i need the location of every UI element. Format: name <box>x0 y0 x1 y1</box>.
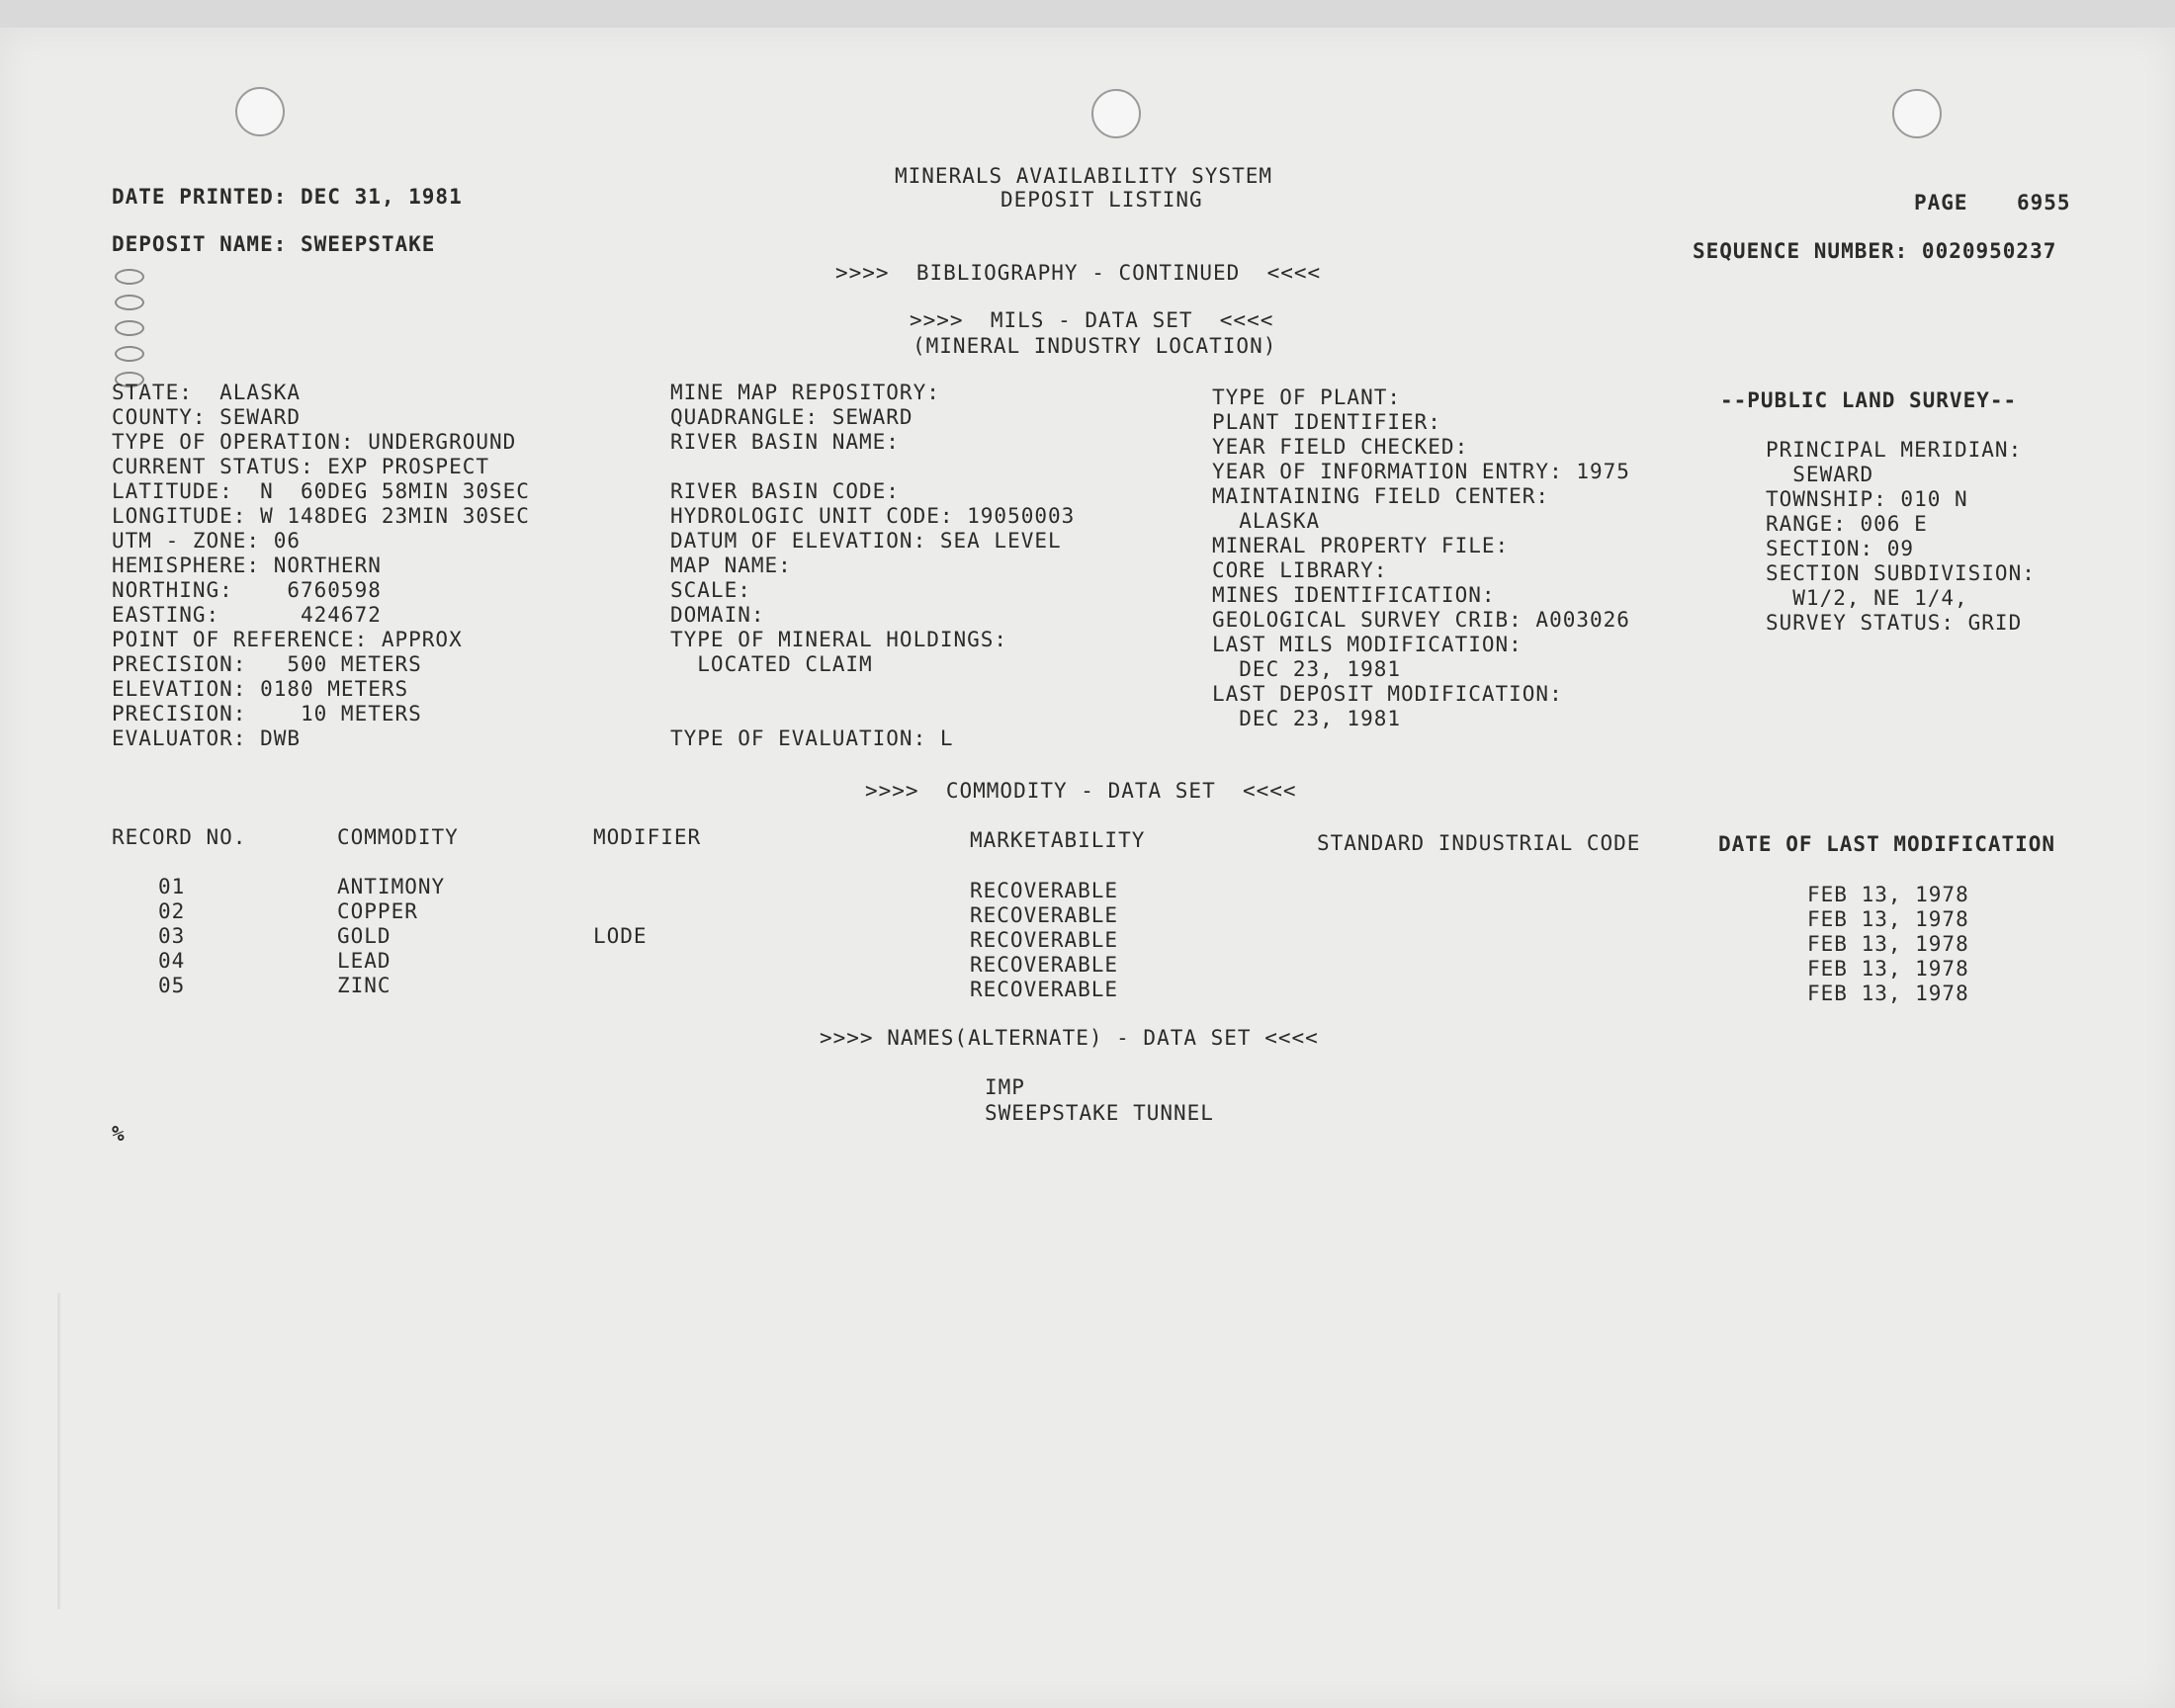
record-no-cell: 01 <box>158 875 186 898</box>
table-row <box>0 974 2175 1005</box>
punch-hole-left <box>235 87 285 136</box>
section-field: SECTION: 09 <box>1766 537 1915 560</box>
county-field: COUNTY: SEWARD <box>112 405 302 429</box>
date-printed: DATE PRINTED: DEC 31, 1981 <box>112 185 463 209</box>
river-basin-name-field: RIVER BASIN NAME: <box>670 430 900 454</box>
year-information-entry-field: YEAR OF INFORMATION ENTRY: 1975 <box>1212 460 1630 483</box>
mineral-holdings-value: LOCATED CLAIM <box>670 652 873 676</box>
names-title: >>>> NAMES(ALTERNATE) - DATA SET <<<< <box>820 1026 1319 1050</box>
marketability-cell: RECOVERABLE <box>970 978 1119 1001</box>
northing-field: NORTHING: 6760598 <box>112 578 382 602</box>
header-date-last-modification: DATE OF LAST MODIFICATION <box>1718 832 2056 856</box>
mils-column-location <box>112 381 530 751</box>
punch-hole-right <box>1892 89 1942 138</box>
longitude-field: LONGITUDE: W 148DEG 23MIN 30SEC <box>112 504 530 528</box>
page-label: PAGE <box>1914 191 1968 214</box>
principal-meridian-label: PRINCIPAL MERIDIAN: <box>1766 438 2023 462</box>
mineral-holdings-label: TYPE OF MINERAL HOLDINGS: <box>670 628 1008 651</box>
bleed-through-mark <box>57 1293 100 1609</box>
date-cell: FEB 13, 1978 <box>1807 982 1969 1005</box>
latitude-field: LATITUDE: N 60DEG 58MIN 30SEC <box>112 479 530 503</box>
date-cell: FEB 13, 1978 <box>1807 883 1969 906</box>
section-subdivision-value: W1/2, NE 1/4, <box>1766 586 1968 610</box>
type-of-plant-field: TYPE OF PLANT: <box>1212 385 1402 409</box>
page-number: 6955 <box>2017 191 2071 214</box>
hydrologic-unit-code-field: HYDROLOGIC UNIT CODE: 19050003 <box>670 504 1076 528</box>
easting-field: EASTING: 424672 <box>112 603 382 627</box>
core-library-field: CORE LIBRARY: <box>1212 558 1388 582</box>
elevation-precision-field: PRECISION: 10 METERS <box>112 702 422 726</box>
record-no-cell: 05 <box>158 974 186 997</box>
modifier-cell: LODE <box>593 924 648 948</box>
deposit-name: DEPOSIT NAME: SWEEPSTAKE <box>112 232 436 256</box>
table-row <box>0 899 2175 931</box>
header-commodity: COMMODITY <box>337 825 459 849</box>
alternate-name: IMP <box>985 1075 1025 1099</box>
geological-survey-crib-field: GEOLOGICAL SURVEY CRIB: A003026 <box>1212 608 1630 632</box>
survey-status-field: SURVEY STATUS: GRID <box>1766 611 2023 635</box>
type-of-evaluation-field: TYPE OF EVALUATION: L <box>670 726 954 750</box>
field-center-value: ALASKA <box>1212 509 1321 533</box>
alternate-name: SWEEPSTAKE TUNNEL <box>985 1101 1214 1125</box>
elevation-field: ELEVATION: 0180 METERS <box>112 677 409 701</box>
table-row <box>0 949 2175 981</box>
margin-mark <box>115 346 144 362</box>
date-cell: FEB 13, 1978 <box>1807 932 1969 956</box>
listing-title: DEPOSIT LISTING <box>1000 188 1203 212</box>
hemisphere-field: HEMISPHERE: NORTHERN <box>112 554 382 577</box>
marketability-cell: RECOVERABLE <box>970 953 1119 977</box>
map-name-field: MAP NAME: <box>670 554 792 577</box>
header-record-no: RECORD NO. <box>112 825 247 849</box>
header-sic: STANDARD INDUSTRIAL CODE <box>1317 831 1641 855</box>
record-no-cell: 02 <box>158 899 186 923</box>
margin-mark <box>115 295 144 310</box>
mils-title: >>>> MILS - DATA SET <<<< <box>910 308 1274 332</box>
evaluator-field: EVALUATOR: DWB <box>112 726 302 750</box>
last-deposit-modification-label: LAST DEPOSIT MODIFICATION: <box>1212 682 1563 706</box>
record-no-cell: 04 <box>158 949 186 973</box>
table-row <box>0 875 2175 906</box>
bibliography-heading: >>>> BIBLIOGRAPHY - CONTINUED <<<< <box>835 261 1322 285</box>
mils-column-plant <box>1212 385 1630 731</box>
commodity-cell: ANTIMONY <box>337 875 446 898</box>
system-title: MINERALS AVAILABILITY SYSTEM <box>895 164 1273 188</box>
header-marketability: MARKETABILITY <box>970 828 1146 852</box>
last-mils-modification-label: LAST MILS MODIFICATION: <box>1212 633 1522 656</box>
sequence-number: SEQUENCE NUMBER: 0020950237 <box>1693 239 2057 263</box>
margin-mark <box>115 269 144 285</box>
commodity-cell: GOLD <box>337 924 392 948</box>
punch-hole-center <box>1091 89 1141 138</box>
header-modifier: MODIFIER <box>593 825 702 849</box>
field-center-label: MAINTAINING FIELD CENTER: <box>1212 484 1550 508</box>
township-field: TOWNSHIP: 010 N <box>1766 487 1968 511</box>
public-land-survey-block <box>1766 438 2036 636</box>
last-deposit-modification-value: DEC 23, 1981 <box>1212 707 1402 730</box>
year-field-checked-field: YEAR FIELD CHECKED: <box>1212 435 1469 459</box>
mils-column-maps-top <box>670 381 940 455</box>
mineral-property-file-field: MINERAL PROPERTY FILE: <box>1212 534 1510 557</box>
current-status-field: CURRENT STATUS: EXP PROSPECT <box>112 455 490 478</box>
scale-field: SCALE: <box>670 578 751 602</box>
table-row <box>0 924 2175 956</box>
river-basin-code-field: RIVER BASIN CODE: <box>670 479 900 503</box>
operation-type-field: TYPE OF OPERATION: UNDERGROUND <box>112 430 517 454</box>
section-subdivision-label: SECTION SUBDIVISION: <box>1766 561 2036 585</box>
public-land-survey-title: --PUBLIC LAND SURVEY-- <box>1720 388 2018 412</box>
precision-field: PRECISION: 500 METERS <box>112 652 422 676</box>
point-of-reference-field: POINT OF REFERENCE: APPROX <box>112 628 463 651</box>
plant-identifier-field: PLANT IDENTIFIER: <box>1212 410 1441 434</box>
domain-field: DOMAIN: <box>670 603 765 627</box>
utm-zone-field: UTM - ZONE: 06 <box>112 529 302 553</box>
mine-map-repository-field: MINE MAP REPOSITORY: <box>670 381 940 404</box>
commodity-cell: ZINC <box>337 974 392 997</box>
record-no-cell: 03 <box>158 924 186 948</box>
date-cell: FEB 13, 1978 <box>1807 907 1969 931</box>
datum-of-elevation-field: DATUM OF ELEVATION: SEA LEVEL <box>670 529 1062 553</box>
state-field: STATE: ALASKA <box>112 381 302 404</box>
mils-column-maps-mid <box>670 479 1075 677</box>
marketability-cell: RECOVERABLE <box>970 903 1119 927</box>
marketability-cell: RECOVERABLE <box>970 928 1119 952</box>
margin-mark <box>115 320 144 336</box>
date-cell: FEB 13, 1978 <box>1807 957 1969 981</box>
principal-meridian-value: SEWARD <box>1766 463 1874 486</box>
commodity-cell: LEAD <box>337 949 392 973</box>
mines-identification-field: MINES IDENTIFICATION: <box>1212 583 1496 607</box>
commodity-title: >>>> COMMODITY - DATA SET <<<< <box>865 779 1297 803</box>
quadrangle-field: QUADRANGLE: SEWARD <box>670 405 914 429</box>
last-mils-modification-value: DEC 23, 1981 <box>1212 657 1402 681</box>
end-of-record-mark: % <box>112 1122 126 1146</box>
mils-subtitle: (MINERAL INDUSTRY LOCATION) <box>913 334 1277 358</box>
range-field: RANGE: 006 E <box>1766 512 1928 536</box>
marketability-cell: RECOVERABLE <box>970 879 1119 902</box>
commodity-cell: COPPER <box>337 899 418 923</box>
